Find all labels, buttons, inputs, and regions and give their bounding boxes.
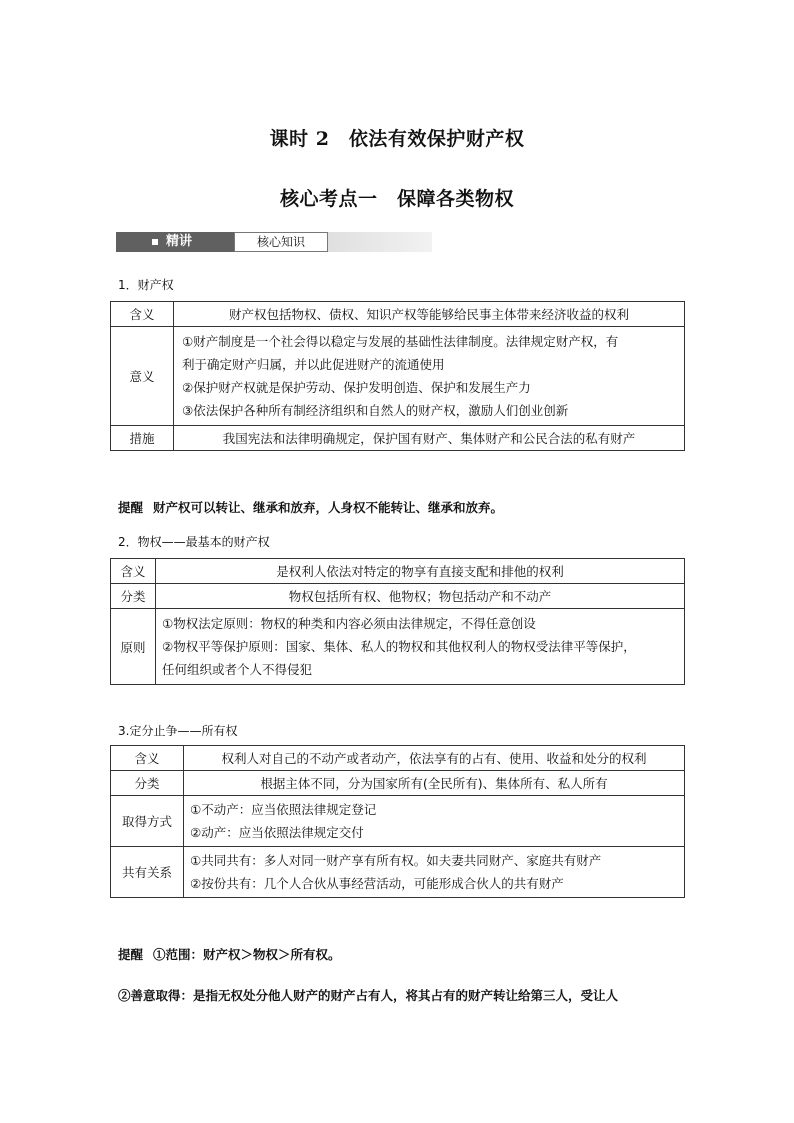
table-row: [111, 559, 685, 584]
table-row: [111, 771, 685, 796]
section2-heading: 2．物权——最基本的财产权: [118, 535, 270, 549]
page-title: 课时 2 依法有效保护财产权: [269, 128, 525, 150]
row-content: [184, 847, 685, 898]
banner-label: 精讲: [166, 234, 193, 249]
content-line: ③依法保护各种所有制经济组织和自然人的财产权，激励人们创业创新: [182, 403, 569, 418]
table-row: [111, 847, 685, 898]
row-content: [156, 609, 685, 685]
content-line: ②按份共有：几个人合伙从事经营活动，可能形成合伙人的共有财产: [190, 876, 564, 891]
content-line: ②动产：应当依照法律规定交付: [190, 825, 364, 840]
table-row: [111, 796, 685, 847]
row-head: 含义: [111, 559, 156, 584]
row-head: 共有关系: [111, 847, 184, 898]
tip-text: ①范围：财产权＞物权＞所有权。: [153, 947, 341, 962]
tip-note: [118, 498, 503, 516]
square-bullet-icon: [152, 239, 158, 245]
row-head: 措施: [111, 426, 174, 451]
row-content: 权利人对自己的不动产或者动产，依法享有的占有、使用、收益和处分的权利: [184, 746, 685, 771]
content-line: ①物权法定原则：物权的种类和内容必须由法律规定，不得任意创设: [162, 616, 536, 631]
table-row: [111, 584, 685, 609]
row-content: 根据主体不同，分为国家所有(全民所有)、集体所有、私人所有: [184, 771, 685, 796]
tip-key: 提醒: [118, 500, 144, 515]
row-head: 取得方式: [111, 796, 184, 847]
row-content: 是权利人依法对特定的物享有直接支配和排他的权利: [156, 559, 685, 584]
section1-heading: 1．财产权: [118, 278, 174, 292]
row-head: 含义: [111, 302, 174, 327]
content-line: 任何组织或者个人不得侵犯: [162, 662, 313, 677]
content-line: ①共同共有：多人对同一财产享有所有权。如夫妻共同财产、家庭共有财产: [190, 853, 602, 868]
row-head: 含义: [111, 746, 184, 771]
content-line: ②保护财产权就是保护劳动、保护发明创造、保护和发展生产力: [182, 380, 531, 395]
content-line: ②物权平等保护原则：国家、集体、私人的物权和其他权利人的物权受法律平等保护，: [162, 639, 636, 654]
table-row: [111, 426, 685, 451]
banner-tab: 核心知识: [234, 232, 328, 252]
content-line: ①不动产：应当依照法律规定登记: [190, 802, 377, 817]
content-line: ①财产制度是一个社会得以稳定与发展的基础性法律制度。法律规定财产权，有: [182, 334, 619, 349]
table-row: [111, 746, 685, 771]
row-head: 分类: [111, 771, 184, 796]
section-banner: [116, 232, 432, 256]
table-row: [111, 302, 685, 327]
tip-text: 财产权可以转让、继承和放弃，人身权不能转让、继承和放弃。: [153, 500, 504, 515]
table-row: [111, 327, 685, 426]
row-content: [174, 327, 685, 426]
property-right-table: [110, 301, 685, 451]
row-head: 原则: [111, 609, 156, 685]
tip-key: 提醒: [118, 947, 144, 962]
banner-label-block: [116, 232, 234, 252]
row-head: 分类: [111, 584, 156, 609]
row-head: 意义: [111, 327, 174, 426]
row-content: 我国宪法和法律明确规定，保护国有财产、集体财产和公民合法的私有财产: [174, 426, 685, 451]
real-right-table: [110, 558, 685, 685]
row-content: 物权包括所有权、他物权；物包括动产和不动产: [156, 584, 685, 609]
section-title: 核心考点一 保障各类物权: [279, 188, 514, 210]
row-content: 财产权包括物权、债权、知识产权等能够给民事主体带来经济收益的权利: [174, 302, 685, 327]
section3-heading: 3.定分止争——所有权: [118, 724, 238, 738]
table-row: [111, 609, 685, 685]
tip-continuation: ②善意取得：是指无权处分他人财产的财产占有人，将其占有的财产转让给第三人，受让人: [118, 988, 619, 1003]
ownership-table: [110, 745, 685, 898]
row-content: [184, 796, 685, 847]
tip-note: [118, 945, 341, 963]
content-line: 利于确定财产归属，并以此促进财产的流通使用: [182, 357, 445, 372]
